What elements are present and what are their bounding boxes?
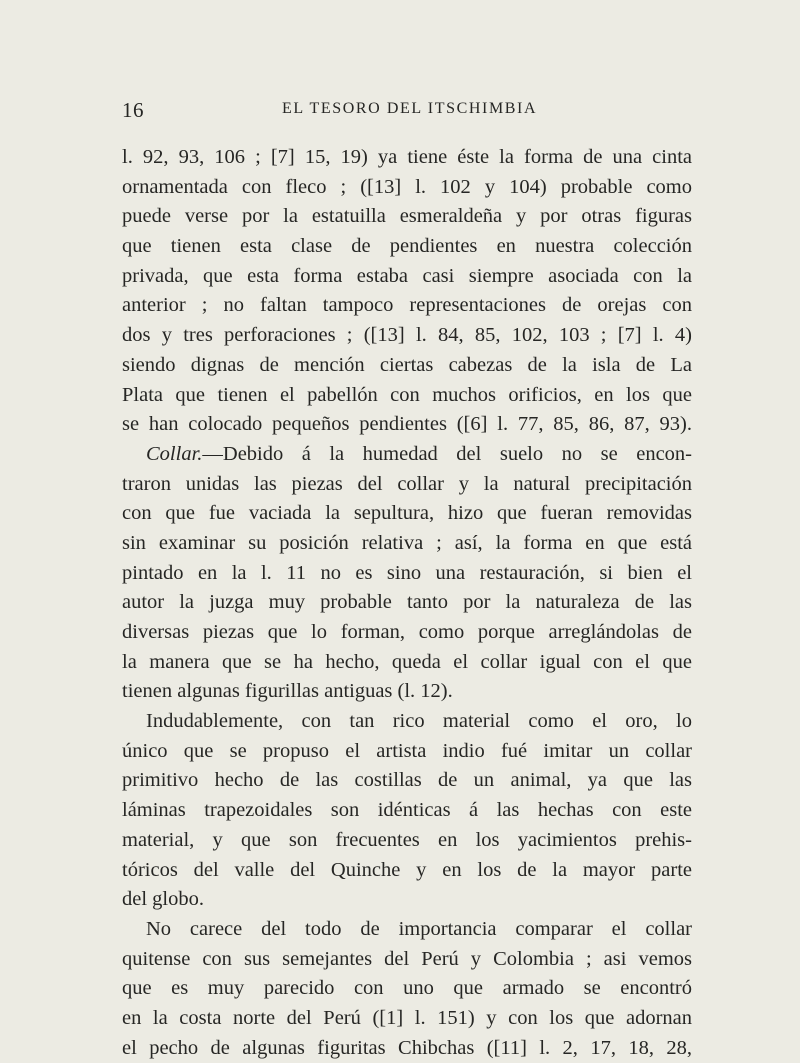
text-line: el pecho de algunas figuritas Chibchas ([11] l. 2, 17, 18, 28, xyxy=(122,1036,692,1059)
running-title: EL TESORO DEL ITSCHIMBIA xyxy=(282,100,538,117)
text-line: No carece del todo de importancia comparar el collar xyxy=(146,917,692,940)
text-line: quitense con sus semejantes del Perú y Colombia ; asi vemos xyxy=(122,947,692,970)
text-line: ornamentada con fleco ; ([13] l. 102 y 104) probable como xyxy=(122,175,692,198)
text-line: anterior ; no faltan tampoco representaciones de orejas con xyxy=(122,294,692,317)
text-line: l. 92, 93, 106 ; [7] 15, 19) ya tiene éste la forma de una cinta xyxy=(122,146,692,168)
text-line: tienen algunas figurillas antiguas (l. 12). xyxy=(122,680,453,703)
text-line: Plata que tienen el pabellón con muchos orificios, en los que xyxy=(122,383,692,406)
text-line: que es muy parecido con uno que armado se encontró xyxy=(122,977,692,1000)
text-line: siendo dignas de mención ciertas cabezas de la isla de La xyxy=(122,353,692,376)
collar-heading-line xyxy=(122,440,692,470)
text-line: diversas piezas que lo forman, como porque arreglándolas de xyxy=(122,621,692,643)
text-fragment: —Debido á la humedad del suelo no se encon- xyxy=(202,442,692,465)
text-line: Indudablemente, con tan rico material como el oro, lo xyxy=(146,710,692,733)
text-line: láminas trapezoidales son idénticas á las hechas con este xyxy=(122,799,692,822)
text-line: que tienen esta clase de pendientes en nuestra colección xyxy=(122,235,692,258)
text-line: traron unidas las piezas del collar y la natural precipitación xyxy=(122,472,692,495)
page-number: 16 xyxy=(122,98,144,122)
text-line: primitivo hecho de las costillas de un animal, ya que las xyxy=(122,769,692,792)
text-line: dos y tres perforaciones ; ([13] l. 84, 85, 102, 103 ; [7] l. 4) xyxy=(122,324,692,347)
page-header xyxy=(122,98,692,128)
text-line: en la costa norte del Perú ([1] l. 151) y con los que adornan xyxy=(122,1006,692,1029)
text-line: único que se propuso el artista indio fué imitar un collar xyxy=(122,739,692,762)
text-line: del globo. xyxy=(122,888,204,911)
text-line: autor la juzga muy probable tanto por la naturaleza de las xyxy=(122,591,692,614)
text-line: puede verse por la estatuilla esmeraldeña y por otras figuras xyxy=(122,205,692,228)
text-line: sin examinar su posición relativa ; así, la forma en que está xyxy=(122,531,692,554)
text-line: se han colocado pequeños pendientes ([6] l. 77, 85, 86, 87, 93). xyxy=(122,413,692,436)
text-line: la manera que se ha hecho, queda el collar igual con el que xyxy=(122,650,692,673)
text-line: material, y que son frecuentes en los yacimientos prehis- xyxy=(122,828,692,851)
text-line: con que fue vaciada la sepultura, hizo que fueran removidas xyxy=(122,502,692,525)
section-title-collar: Collar. xyxy=(146,442,203,465)
body-text xyxy=(122,143,692,1063)
text-line: tóricos del valle del Quinche y en los de la mayor parte xyxy=(122,858,692,881)
text-line: pintado en la l. 11 no es sino una restauración, si bien el xyxy=(122,561,692,584)
text-line: privada, que esta forma estaba casi siempre asociada con la xyxy=(122,264,692,287)
